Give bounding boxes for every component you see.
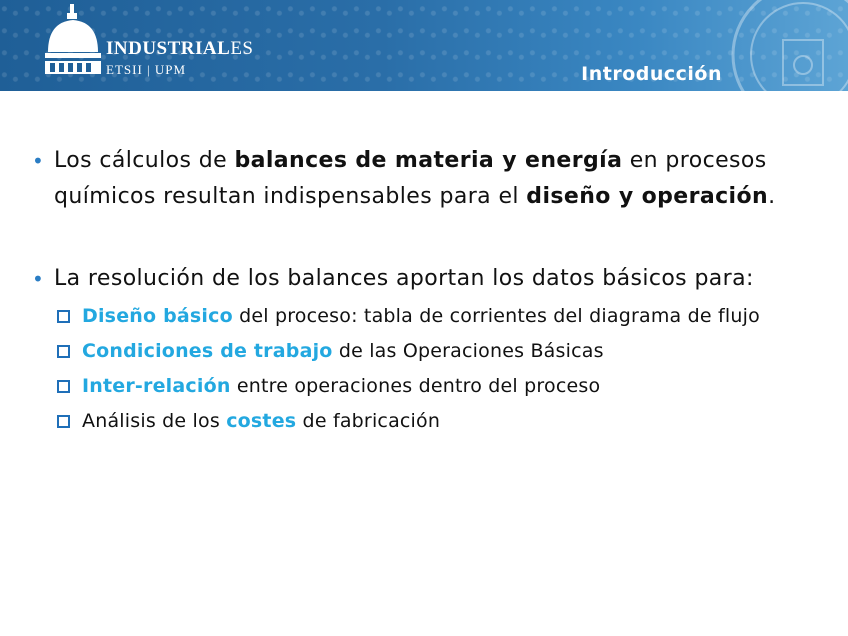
checkbox-square-icon [57,380,70,393]
page-title: Introducción [581,63,722,85]
bullet-item: • Los cálculos de balances de materia y energía en procesos químicos resultan indispensables para el diseño y operación. [32,143,822,215]
sub-item: Condiciones de trabajo de las Operaciones Básicas [32,336,822,367]
dome-logo-icon [42,4,104,76]
checkbox-square-icon [57,415,70,428]
slide-header [0,0,848,91]
sub-item: Análisis de los costes de fabricación [32,406,822,437]
sub-item: Diseño básico del proceso: tabla de corrientes del diagrama de flujo [32,301,822,332]
checkbox-square-icon [57,345,70,358]
sub-item: Inter-relación entre operaciones dentro del proceso [32,371,822,402]
checkbox-square-icon [57,310,70,323]
university-seal-icon [728,0,848,91]
logo-wordmark: INDUSTRIALES [106,38,254,59]
slide-body [32,143,822,437]
logo-subtitle: ETSII | UPM [106,62,187,77]
bullet-item: • La resolución de los balances aportan los datos básicos para: [32,261,822,297]
